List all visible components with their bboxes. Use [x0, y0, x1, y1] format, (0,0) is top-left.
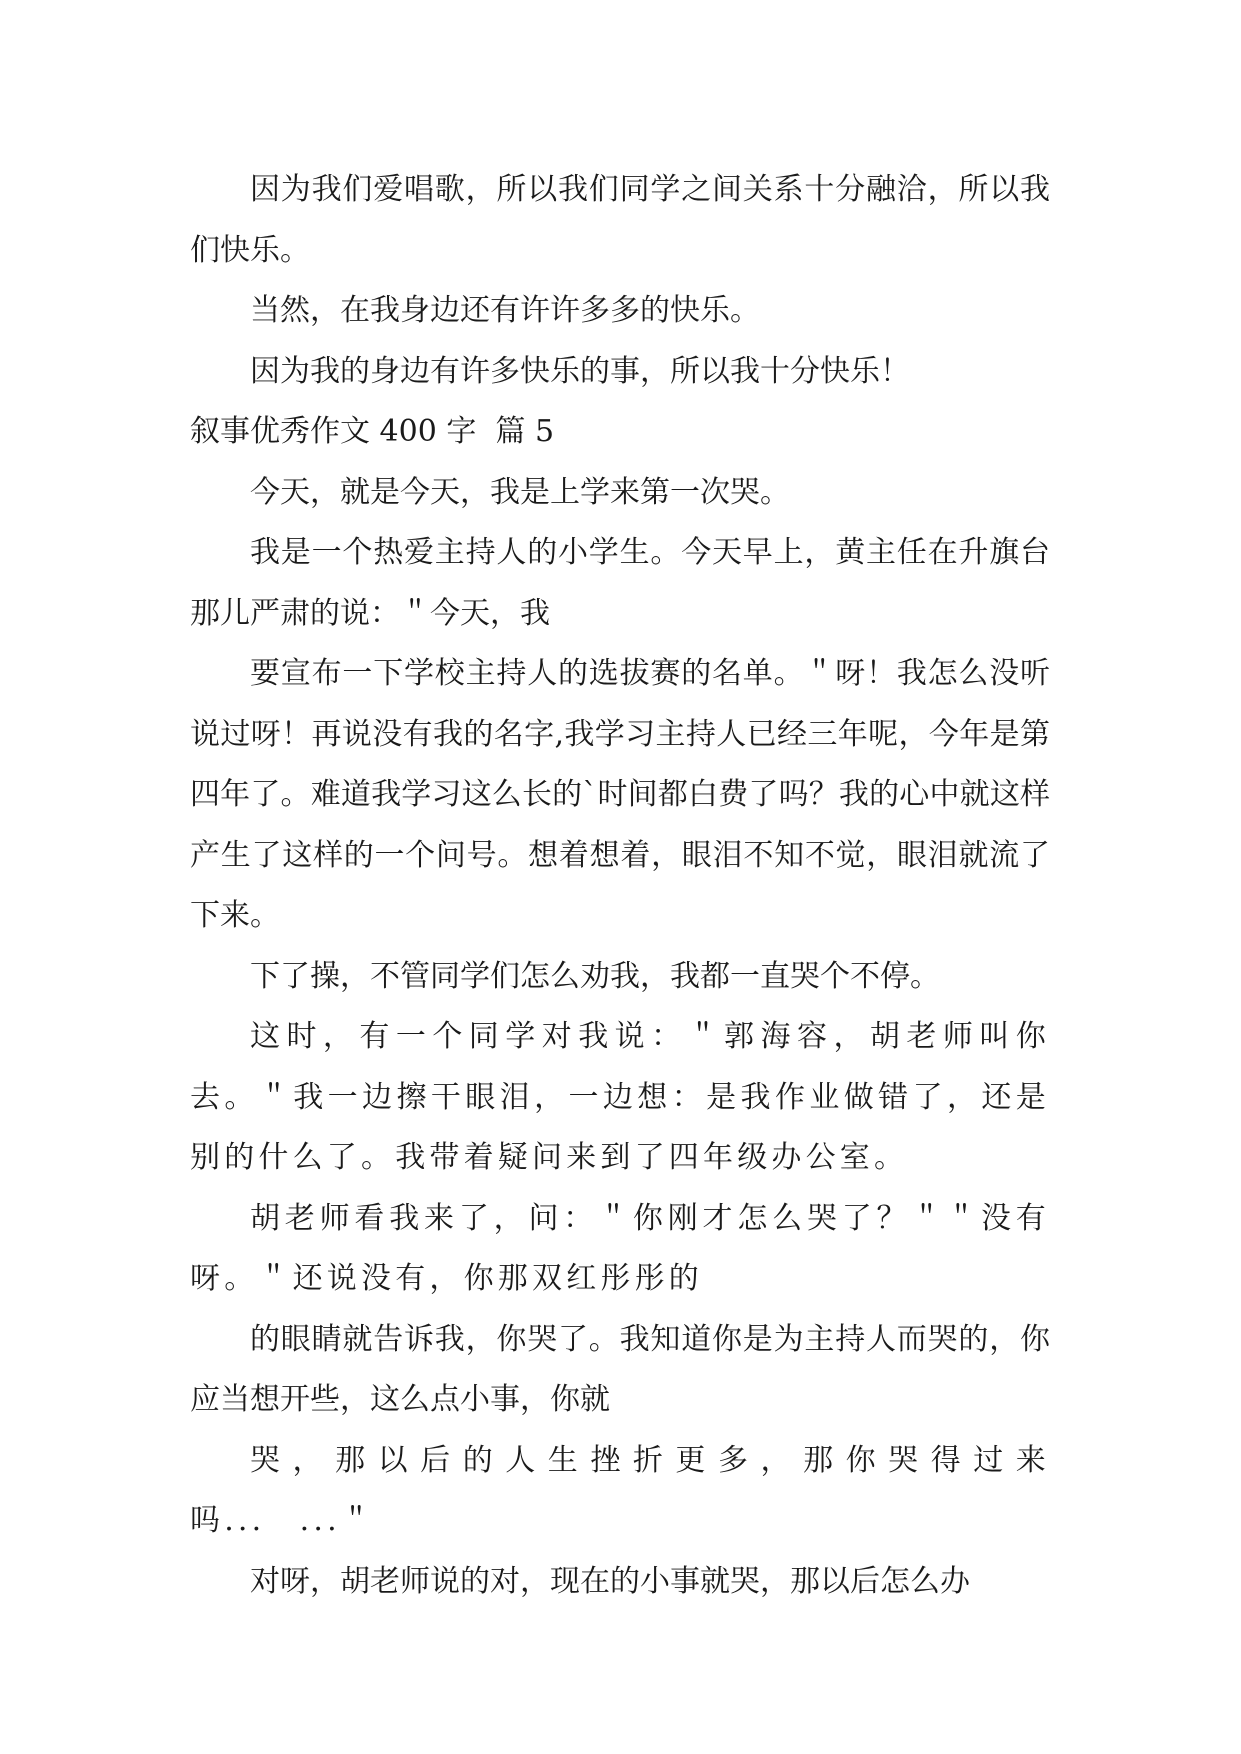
paragraph: 因为我的身边有许多快乐的事，所以我十分快乐！	[250, 353, 910, 389]
paragraph: 的眼睛就告诉我，你哭了。我知道你是为主持人而哭的，你应当想开些，这么点小事，你就	[190, 1321, 1050, 1417]
paragraph: 对呀，胡老师说的对，现在的小事就哭，那以后怎么办	[250, 1563, 970, 1599]
paragraph: 我是一个热爱主持人的小学生。今天早上，黄主任在升旗台那儿严肃的说：＂今天，我	[190, 535, 1050, 631]
paragraph: 因为我们爱唱歌，所以我们同学之间关系十分融洽，所以我们快乐。	[190, 172, 1050, 268]
paragraph: 下了操，不管同学们怎么劝我，我都一直哭个不停。	[250, 958, 940, 994]
paragraph: 这时，有一个同学对我说：＂郭海容，胡老师叫你去。＂我一边擦干眼泪，一边想：是我作业做错了，还是别的什么了。我带着疑问来到了四年级办公室。	[190, 1019, 1050, 1175]
paragraph: 胡老师看我来了，问：＂你刚才怎么哭了？＂＂没有呀。＂还说没有，你那双红彤彤的	[190, 1200, 1050, 1296]
paragraph: 要宣布一下学校主持人的选拔赛的名单。＂呀！我怎么没听说过呀！再说没有我的名字,我学习主持人已经三年呢，今年是第四年了。难道我学习这么长的`时间都白费了吗？我的心中就这样产生了这样的一个问号。想着想着，眼泪不知不觉，眼泪就流了下来。	[190, 656, 1050, 933]
paragraph: 当然，在我身边还有许许多多的快乐。	[250, 293, 760, 328]
paragraph: 哭，那以后的人生挫折更多，那你哭得过来吗... ...＂	[190, 1442, 1050, 1538]
paragraph: 今天，就是今天，我是上学来第一次哭。	[250, 474, 790, 510]
section-heading: 叙事优秀作文 400 字 篇 5	[190, 414, 555, 449]
document-body	[190, 160, 1050, 1612]
